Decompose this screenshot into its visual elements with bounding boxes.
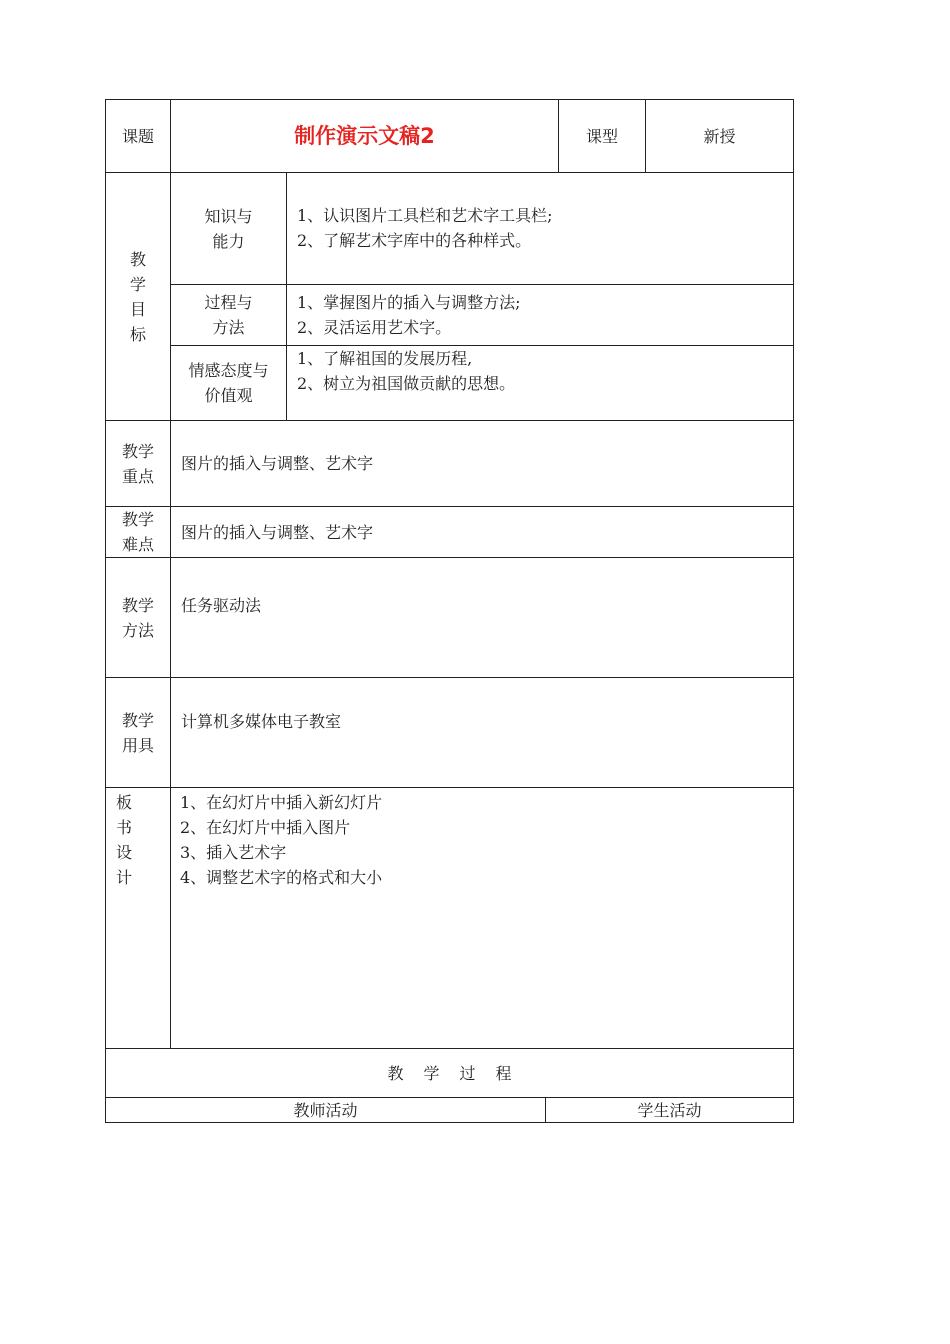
knowledge-label-line: 能力 bbox=[212, 231, 245, 251]
topic-label-text: 课题 bbox=[121, 126, 154, 146]
knowledge-item: 2、了解艺术字库中的各种样式。 bbox=[297, 231, 532, 250]
board-item: 1、在幻灯片中插入新幻灯片 bbox=[180, 793, 383, 812]
board-label-char: 书 bbox=[116, 818, 133, 837]
objectives-label bbox=[105, 172, 171, 421]
emotion-content bbox=[286, 345, 794, 421]
objectives-label-char: 标 bbox=[129, 324, 146, 344]
emotion-label-line: 价值观 bbox=[204, 386, 253, 405]
process-item: 2、灵活运用艺术字。 bbox=[297, 318, 452, 337]
emotion-label-line: 情感态度与 bbox=[188, 361, 269, 380]
knowledge-label bbox=[170, 172, 287, 285]
methods-label bbox=[105, 557, 171, 678]
key-points-label-line: 重点 bbox=[121, 466, 154, 486]
methods-label-line: 方法 bbox=[121, 620, 154, 640]
process-section-title-text: 教学过程 bbox=[387, 1063, 532, 1083]
process-label bbox=[170, 284, 287, 346]
board-content bbox=[170, 787, 794, 1049]
difficulties-label-line: 教学 bbox=[121, 510, 154, 529]
knowledge-content bbox=[286, 172, 794, 285]
process-section-title bbox=[105, 1048, 794, 1098]
board-item: 3、插入艺术字 bbox=[180, 843, 287, 862]
process-label-line: 过程与 bbox=[204, 293, 253, 312]
teacher-activity-header: 教师活动 bbox=[105, 1097, 546, 1123]
objectives-label-char: 目 bbox=[129, 299, 146, 319]
topic-label bbox=[105, 99, 171, 173]
difficulties-label-line: 难点 bbox=[121, 535, 154, 554]
key-points-label-line: 教学 bbox=[121, 441, 154, 461]
tools-label-line: 教学 bbox=[121, 710, 154, 730]
board-label-char: 设 bbox=[116, 843, 133, 862]
board-label-char: 计 bbox=[116, 868, 133, 887]
board-item: 4、调整艺术字的格式和大小 bbox=[180, 868, 383, 887]
emotion-item: 2、树立为祖国做贡献的思想。 bbox=[297, 374, 516, 393]
board-label bbox=[105, 787, 171, 1049]
knowledge-item: 1、认识图片工具栏和艺术字工具栏; bbox=[297, 206, 553, 225]
board-item: 2、在幻灯片中插入图片 bbox=[180, 818, 351, 837]
emotion-item: 1、了解祖国的发展历程, bbox=[297, 349, 473, 368]
objectives-label-char: 教 bbox=[129, 249, 146, 269]
board-label-char: 板 bbox=[116, 793, 133, 812]
process-label-line: 方法 bbox=[212, 318, 245, 337]
knowledge-label-line: 知识与 bbox=[204, 206, 253, 226]
difficulties-value: 图片的插入与调整、艺术字 bbox=[170, 506, 794, 558]
tools-label bbox=[105, 677, 171, 788]
student-activity-header: 学生活动 bbox=[545, 1097, 794, 1123]
methods-label-line: 教学 bbox=[121, 595, 154, 615]
tools-label-line: 用具 bbox=[121, 735, 154, 755]
objectives-label-char: 学 bbox=[129, 274, 146, 294]
key-points-label bbox=[105, 420, 171, 507]
methods-value: 任务驱动法 bbox=[170, 557, 794, 678]
type-value: 新授 bbox=[645, 99, 794, 173]
tools-value: 计算机多媒体电子教室 bbox=[170, 677, 794, 788]
process-content bbox=[286, 284, 794, 346]
key-points-value: 图片的插入与调整、艺术字 bbox=[170, 420, 794, 507]
lesson-title: 制作演示文稿2 bbox=[170, 99, 559, 173]
process-item: 1、掌握图片的插入与调整方法; bbox=[297, 293, 521, 312]
type-label: 课型 bbox=[558, 99, 646, 173]
emotion-label bbox=[170, 345, 287, 421]
difficulties-label bbox=[105, 506, 171, 558]
